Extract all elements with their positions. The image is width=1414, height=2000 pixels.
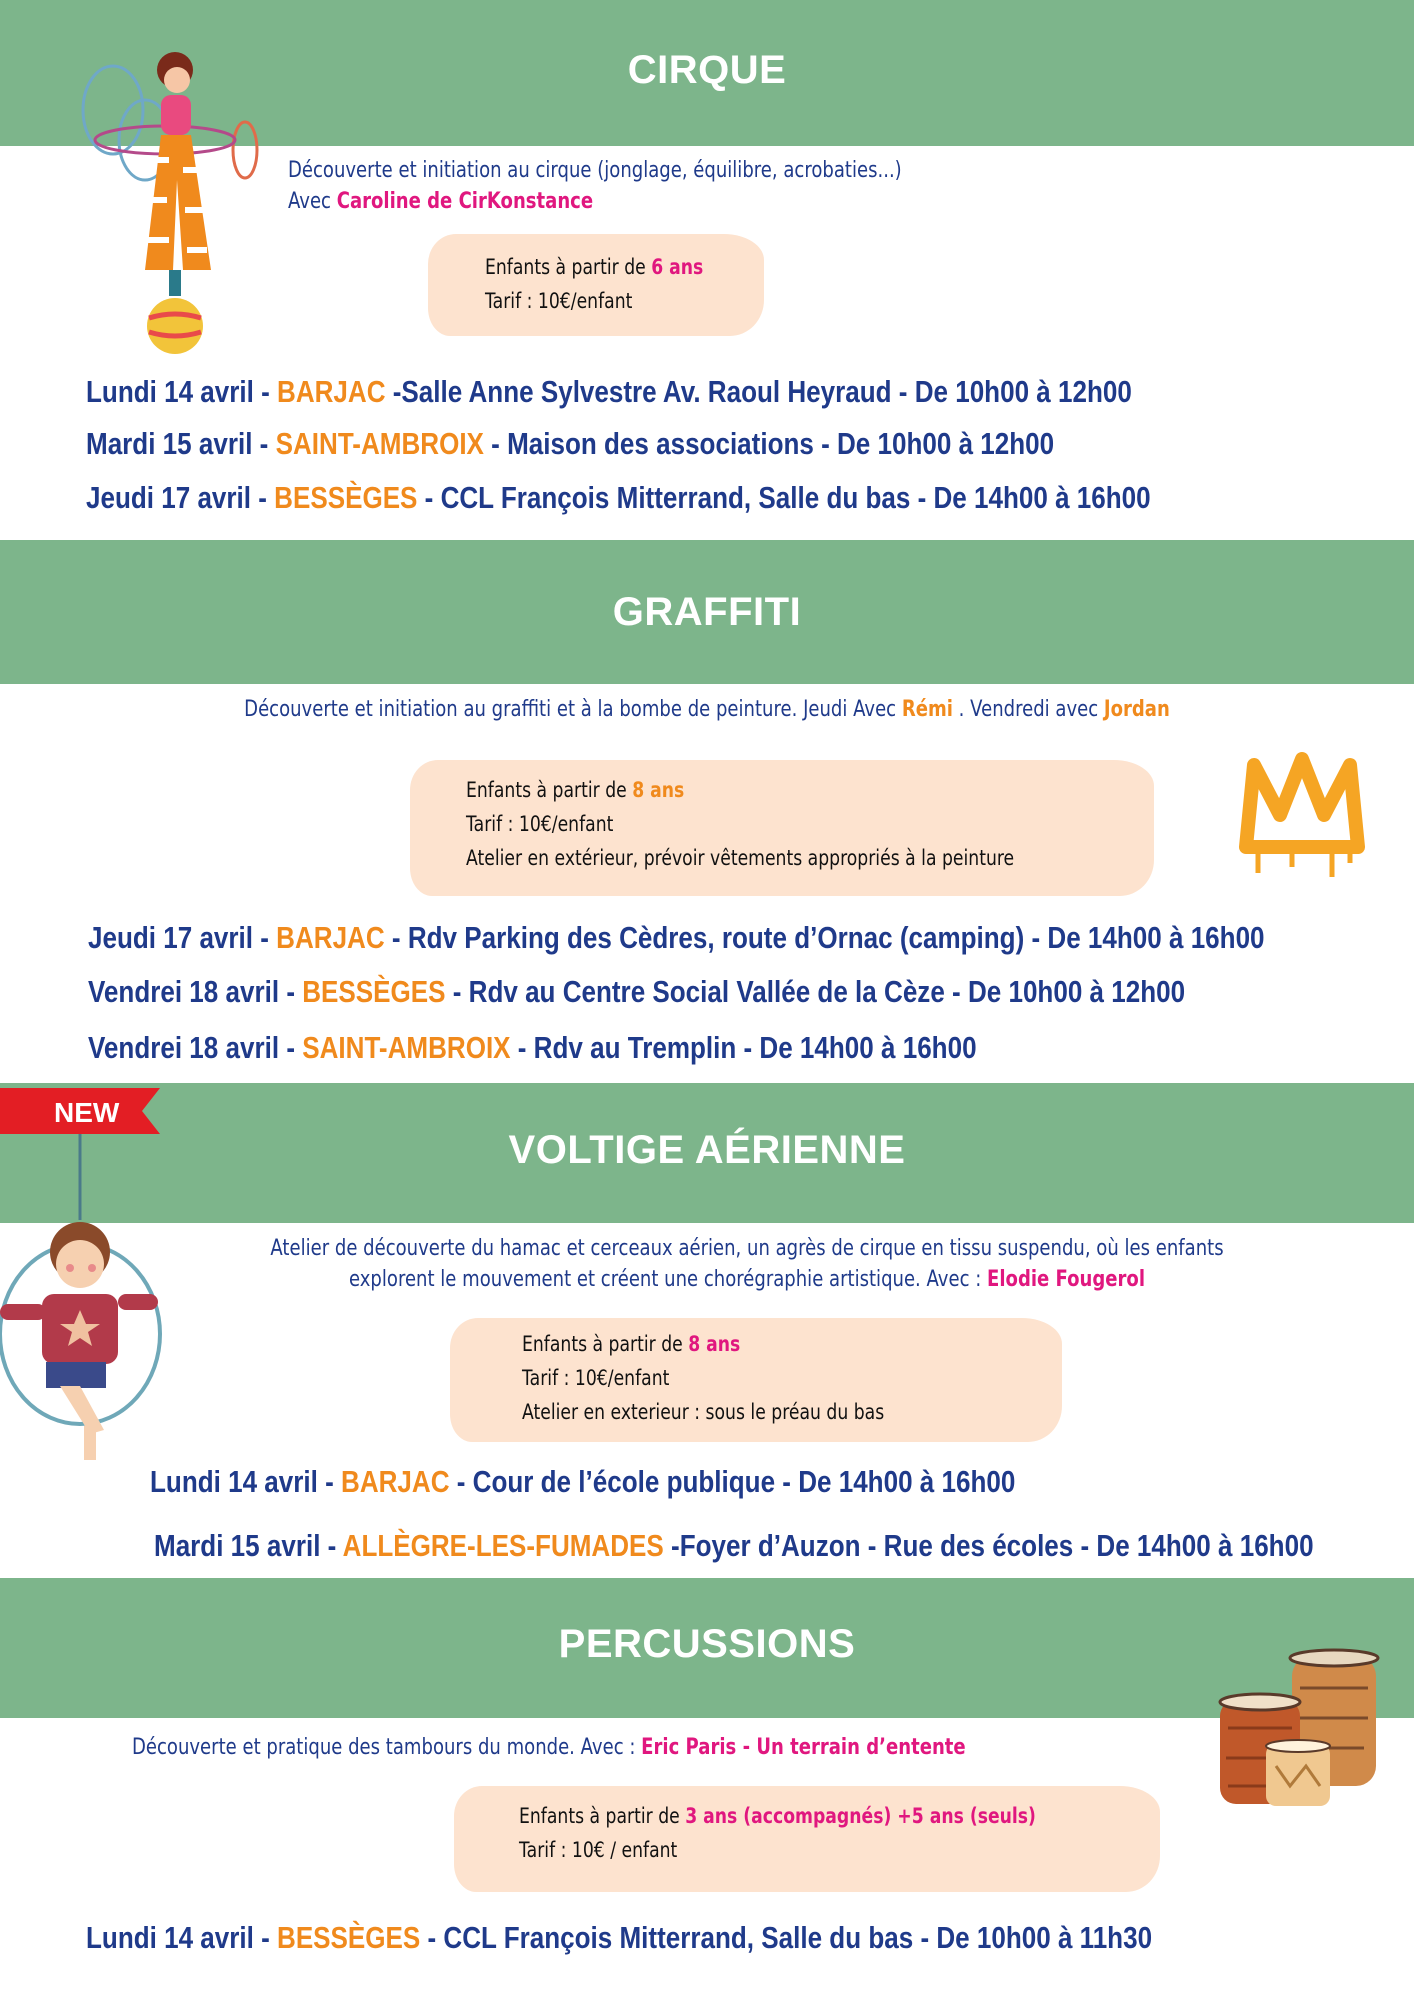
aerial-hoop-girl-illustration: [0, 1134, 190, 1464]
graffiti-schedule-2: Vendrei 18 avril - BESSÈGES - Rdv au Centre Social Vallée de la Cèze - De 10h00 à 12h00: [88, 974, 1186, 1009]
cirque-schedule-3: Jeudi 17 avril - BESSÈGES - CCL François Mitterrand, Salle du bas - De 14h00 à 16h00: [86, 480, 1151, 515]
voltige-note-tarif: Tarif : 10€/enfant: [522, 1366, 670, 1390]
drums-illustration: [1214, 1648, 1394, 1808]
graffiti-note-tarif: Tarif : 10€/enfant: [466, 812, 614, 836]
juggler-girl-illustration: [65, 40, 285, 360]
voltige-description-line1: Atelier de découverte du hamac et cerceaux aérien, un agrès de cirque en tissu suspendu, où les enfants: [270, 1236, 1224, 1261]
cirque-title: CIRQUE: [627, 48, 787, 92]
graffiti-schedule-1: Jeudi 17 avril - BARJAC - Rdv Parking des Cèdres, route d’Ornac (camping) - De 14h00 à 16h00: [88, 920, 1265, 955]
voltige-description-line2: explorent le mouvement et créent une chorégraphie artistique. Avec : Elodie Fougerol: [348, 1267, 1146, 1292]
graffiti-note-age: Enfants à partir de 8 ans: [466, 778, 685, 802]
voltige-note-extra: Atelier en exterieur : sous le préau du bas: [522, 1400, 885, 1424]
voltige-title: VOLTIGE AÉRIENNE: [508, 1128, 906, 1172]
cirque-note-tarif: Tarif : 10€/enfant: [485, 289, 633, 313]
percussions-schedule-1: Lundi 14 avril - BESSÈGES - CCL François Mitterrand, Salle du bas - De 10h00 à 11h30: [86, 1920, 1153, 1955]
percussions-note-age: Enfants à partir de 3 ans (accompagnés) +5 ans (seuls): [519, 1804, 1036, 1828]
graffiti-crown-icon: [1232, 745, 1372, 885]
cirque-schedule-1: Lundi 14 avril - BARJAC -Salle Anne Sylvestre Av. Raoul Heyraud - De 10h00 à 12h00: [86, 374, 1132, 409]
cirque-note-age: Enfants à partir de 6 ans: [485, 255, 704, 279]
cirque-instructor: Caroline de CirKonstance: [336, 189, 594, 214]
graffiti-schedule-3: Vendrei 18 avril - SAINT-AMBROIX - Rdv au Tremplin - De 14h00 à 16h00: [88, 1030, 977, 1065]
graffiti-description: Découverte et initiation au graffiti et à la bombe de peinture. Jeudi Avec Rémi . Vendredi avec Jordan: [244, 697, 1170, 722]
percussions-title: PERCUSSIONS: [558, 1622, 856, 1666]
voltige-note-age: Enfants à partir de 8 ans: [522, 1332, 741, 1356]
cirque-description-line1: Découverte et initiation au cirque (jonglage, équilibre, acrobaties...): [288, 158, 902, 183]
voltige-schedule-2: Mardi 15 avril - ALLÈGRE-LES-FUMADES -Foyer d’Auzon - Rue des écoles - De 14h00 à 16h00: [154, 1528, 1314, 1563]
voltige-schedule-1: Lundi 14 avril - BARJAC - Cour de l’école publique - De 14h00 à 16h00: [150, 1464, 1016, 1499]
graffiti-note-extra: Atelier en extérieur, prévoir vêtements appropriés à la peinture: [466, 846, 1015, 870]
cirque-schedule-2: Mardi 15 avril - SAINT-AMBROIX - Maison des associations - De 10h00 à 12h00: [86, 426, 1055, 461]
percussions-description: Découverte et pratique des tambours du monde. Avec : Eric Paris - Un terrain d’entente: [132, 1735, 966, 1760]
percussions-note-tarif: Tarif : 10€ / enfant: [519, 1838, 678, 1862]
graffiti-title: GRAFFITI: [612, 590, 802, 634]
new-badge-label: NEW: [54, 1097, 120, 1128]
cirque-description-line2: Avec Caroline de CirKonstance: [288, 189, 594, 214]
